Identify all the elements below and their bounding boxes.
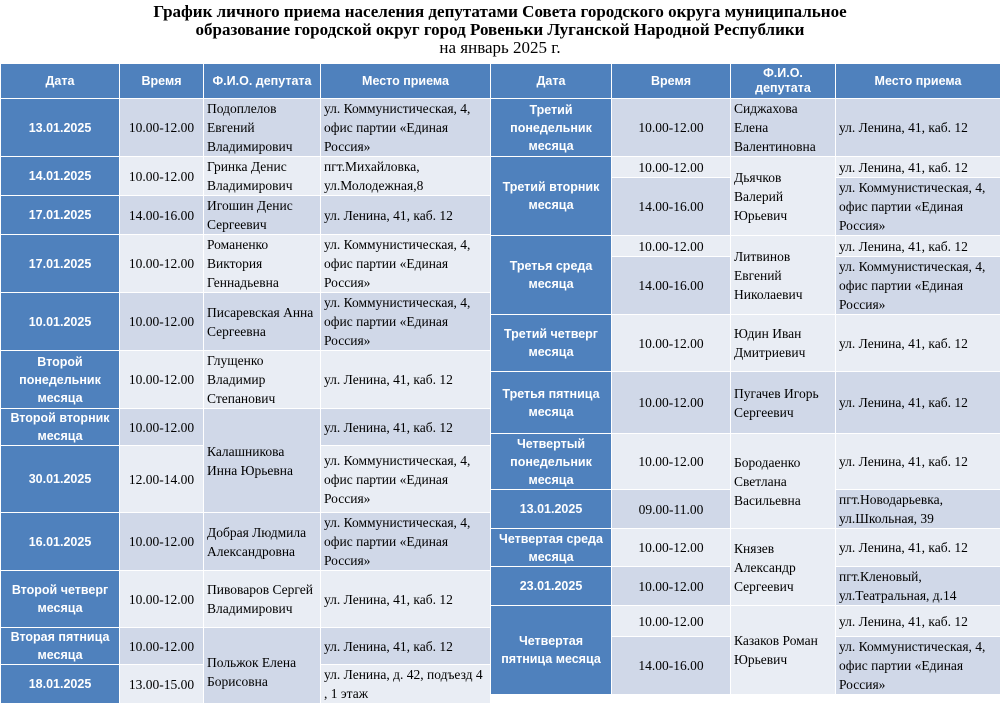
date-cell: 16.01.2025 [1, 513, 120, 571]
time-cell: 10.00-12.00 [612, 434, 731, 490]
place-cell: ул. Ленина, 41, каб. 12 [321, 196, 491, 235]
date-cell: Третий четверг месяца [491, 315, 612, 372]
deputy-name: Польжок Елена Борисовна [204, 628, 321, 704]
deputy-name: Дьячков Валерий Юрьевич [731, 157, 836, 236]
table-row [1, 571, 491, 628]
place-cell: ул. Ленина, 41, каб. 12 [321, 409, 491, 446]
place-cell: ул. Коммунистическая, 4, офис партии «Единая Россия» [321, 446, 491, 513]
date-cell: 13.01.2025 [1, 99, 120, 157]
date-cell: 14.01.2025 [1, 157, 120, 196]
date-cell: Третий понедельник месяца [491, 99, 612, 157]
table-row [491, 315, 1000, 372]
place-cell: ул. Ленина, д. 42, подъезд 4 , 1 этаж [321, 665, 491, 704]
time-cell: 10.00-12.00 [612, 236, 731, 257]
table-row [1, 293, 491, 351]
time-cell: 14.00-16.00 [612, 257, 731, 315]
date-cell: 17.01.2025 [1, 196, 120, 235]
deputy-name: Игошин Денис Сергеевич [204, 196, 321, 235]
time-cell: 09.00-11.00 [612, 490, 731, 529]
table-header-row [1, 64, 491, 99]
date-cell: Четвертый понедельник месяца [491, 434, 612, 490]
deputy-name: Князев Александр Сергеевич [731, 529, 836, 606]
time-cell: 10.00-12.00 [120, 513, 204, 571]
deputy-name: Литвинов Евгений Николаевич [731, 236, 836, 315]
time-cell: 10.00-12.00 [120, 628, 204, 665]
date-cell: 18.01.2025 [1, 665, 120, 704]
place-cell: ул. Коммунистическая, 4, офис партии «Единая Россия» [836, 637, 1000, 695]
time-cell: 10.00-12.00 [120, 409, 204, 446]
time-cell: 14.00-16.00 [612, 637, 731, 695]
table-row [491, 434, 1000, 490]
place-cell: ул. Ленина, 41, каб. 12 [321, 351, 491, 409]
schedule-table-right [490, 63, 1000, 695]
date-cell: Третий вторник месяца [491, 157, 612, 236]
title-line-2: образование городской округ город Ровеньки Луганской Народной Республики [0, 21, 1000, 39]
deputy-name: Бородаенко Светлана Васильевна [731, 434, 836, 529]
table-row [1, 409, 491, 446]
place-cell: ул. Коммунистическая, 4, офис партии «Единая Россия» [321, 99, 491, 157]
deputy-name: Калашникова Инна Юрьевна [204, 409, 321, 513]
table-row [1, 235, 491, 293]
header-time: Время [120, 64, 204, 99]
deputy-name: Пивоваров Сергей Владимирович [204, 571, 321, 628]
place-cell: ул. Ленина, 41, каб. 12 [836, 315, 1000, 372]
table-header-row [491, 64, 1000, 99]
header-place: Место приема [836, 64, 1000, 99]
date-cell: Четвертая пятница месяца [491, 606, 612, 695]
place-cell: ул. Коммунистическая, 4, офис партии «Единая Россия» [836, 178, 1000, 236]
date-cell: Второй понедельник месяца [1, 351, 120, 409]
time-cell: 10.00-12.00 [612, 99, 731, 157]
table-row [1, 628, 491, 665]
place-cell: пгт.Кленовый, ул.Театральная, д.14 [836, 567, 1000, 606]
time-cell: 14.00-16.00 [120, 196, 204, 235]
date-cell: Второй четверг месяца [1, 571, 120, 628]
time-cell: 10.00-12.00 [612, 372, 731, 434]
deputy-name: Юдин Иван Дмитриевич [731, 315, 836, 372]
date-cell: 23.01.2025 [491, 567, 612, 606]
place-cell: ул. Ленина, 41, каб. 12 [836, 157, 1000, 178]
header-date: Дата [491, 64, 612, 99]
place-cell: ул. Ленина, 41, каб. 12 [836, 529, 1000, 567]
time-cell: 10.00-12.00 [612, 606, 731, 637]
place-cell: пгт.Михайловка, ул.Молодежная,8 [321, 157, 491, 196]
time-cell: 12.00-14.00 [120, 446, 204, 513]
header-date: Дата [1, 64, 120, 99]
place-cell: ул. Ленина, 41, каб. 12 [836, 434, 1000, 490]
table-row [491, 606, 1000, 637]
place-cell: ул. Ленина, 41, каб. 12 [836, 372, 1000, 434]
schedule-table-left [0, 63, 491, 704]
place-cell: ул. Ленина, 41, каб. 12 [836, 606, 1000, 637]
place-cell: ул. Коммунистическая, 4, офис партии «Единая Россия» [321, 293, 491, 351]
title-line-1: График личного приема населения депутатами Совета городского округа муниципальное [0, 3, 1000, 21]
header-name: Ф.И.О. депутата [731, 64, 836, 99]
table-row [1, 196, 491, 235]
place-cell: ул. Коммунистическая, 4, офис партии «Единая Россия» [321, 235, 491, 293]
time-cell: 10.00-12.00 [612, 315, 731, 372]
time-cell: 13.00-15.00 [120, 665, 204, 704]
time-cell: 10.00-12.00 [612, 157, 731, 178]
date-cell: 17.01.2025 [1, 235, 120, 293]
deputy-name: Сиджахова Елена Валентиновна [731, 99, 836, 157]
table-row [1, 157, 491, 196]
table-row [491, 529, 1000, 567]
deputy-name: Добрая Людмила Александровна [204, 513, 321, 571]
deputy-name: Гринка Денис Владимирович [204, 157, 321, 196]
place-cell: пгт.Новодарьевка, ул.Школьная, 39 [836, 490, 1000, 529]
header-time: Время [612, 64, 731, 99]
time-cell: 10.00-12.00 [120, 235, 204, 293]
header-name: Ф.И.О. депутата [204, 64, 321, 99]
table-row [1, 99, 491, 157]
header-place: Место приема [321, 64, 491, 99]
table-row [491, 157, 1000, 178]
table-row [491, 236, 1000, 257]
deputy-name: Казаков Роман Юрьевич [731, 606, 836, 695]
place-cell: ул. Ленина, 41, каб. 12 [836, 99, 1000, 157]
deputy-name: Глущенко Владимир Степанович [204, 351, 321, 409]
document-title [0, 0, 1000, 57]
table-row [1, 351, 491, 409]
date-cell: Вторая пятница месяца [1, 628, 120, 665]
time-cell: 10.00-12.00 [120, 157, 204, 196]
place-cell: ул. Ленина, 41, каб. 12 [836, 236, 1000, 257]
table-row [491, 372, 1000, 434]
time-cell: 10.00-12.00 [120, 293, 204, 351]
table-row [1, 513, 491, 571]
time-cell: 10.00-12.00 [612, 529, 731, 567]
deputy-name: Писаревская Анна Сергеевна [204, 293, 321, 351]
deputy-name: Подоплелов Евгений Владимирович [204, 99, 321, 157]
date-cell: Четвертая среда месяца [491, 529, 612, 567]
time-cell: 10.00-12.00 [612, 567, 731, 606]
deputy-name: Романенко Виктория Геннадьевна [204, 235, 321, 293]
time-cell: 14.00-16.00 [612, 178, 731, 236]
date-cell: 30.01.2025 [1, 446, 120, 513]
time-cell: 10.00-12.00 [120, 351, 204, 409]
date-cell: Второй вторник месяца [1, 409, 120, 446]
date-cell: Третья среда месяца [491, 236, 612, 315]
time-cell: 10.00-12.00 [120, 99, 204, 157]
date-cell: 13.01.2025 [491, 490, 612, 529]
table-row [491, 99, 1000, 157]
place-cell: ул. Ленина, 41, каб. 12 [321, 628, 491, 665]
date-cell: 10.01.2025 [1, 293, 120, 351]
time-cell: 10.00-12.00 [120, 571, 204, 628]
date-cell: Третья пятница месяца [491, 372, 612, 434]
place-cell: ул. Ленина, 41, каб. 12 [321, 571, 491, 628]
place-cell: ул. Коммунистическая, 4, офис партии «Единая Россия» [321, 513, 491, 571]
deputy-name: Пугачев Игорь Сергеевич [731, 372, 836, 434]
place-cell: ул. Коммунистическая, 4, офис партии «Единая Россия» [836, 257, 1000, 315]
title-line-3: на январь 2025 г. [0, 39, 1000, 57]
